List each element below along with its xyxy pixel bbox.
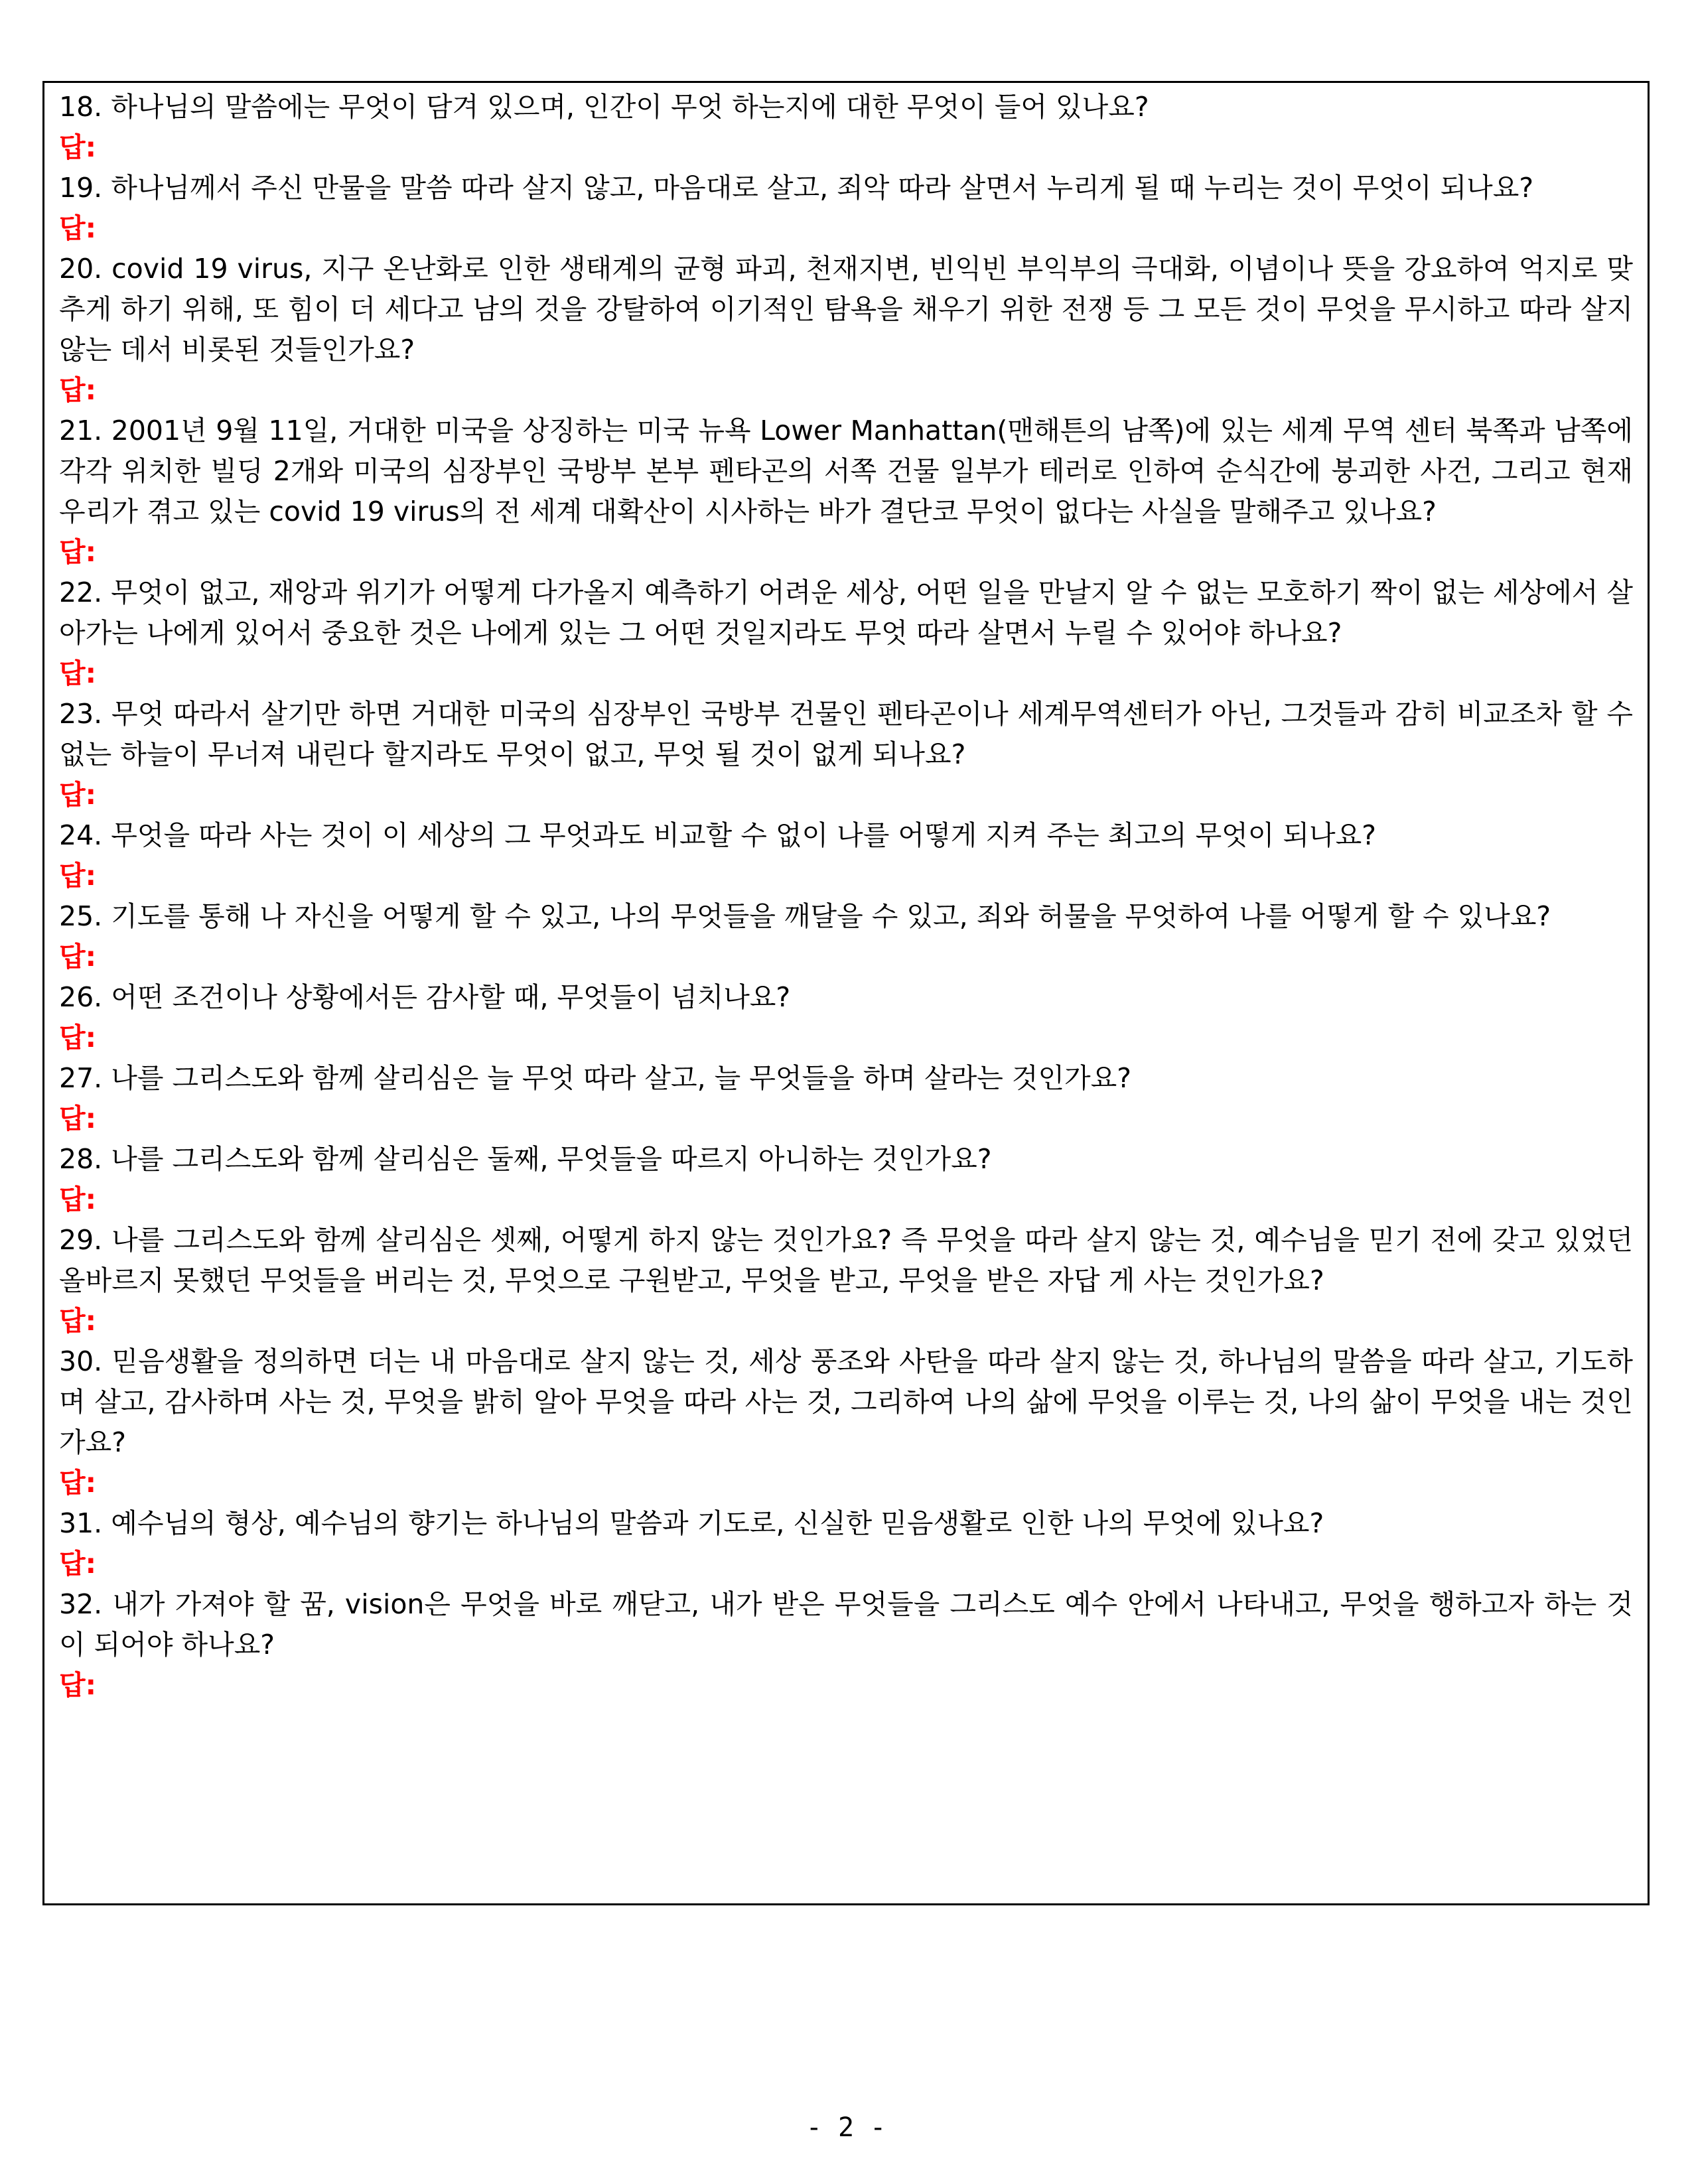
question-26: 26. 어떤 조건이나 상황에서든 감사할 때, 무엇들이 넘치나요?	[59, 981, 791, 1013]
question-27: 27. 나를 그리스도와 함께 살리심은 늘 무엇 따라 살고, 늘 무엇들을 하며 살라는 것인가요?	[59, 1062, 1132, 1094]
answer-label-24: 답:	[59, 860, 97, 892]
answer-label-21: 답:	[59, 536, 97, 568]
page-number: - 2 -	[806, 2112, 886, 2143]
answer-label-26: 답:	[59, 1022, 97, 1054]
question-22: 22. 무엇이 없고, 재앙과 위기가 어떻게 다가올지 예측하기 어려운 세상, 어떤 일을 만날지 알 수 없는 모호하기 짝이 없는 세상에서 살아가는 나에게 있어서 중요한 것은 나에게 있는 그 어떤 것일지라도 무엇 따라 살면서 누릴 수 있어야 하나요?	[59, 577, 1633, 649]
question-21: 21. 2001년 9월 11일, 거대한 미국을 상징하는 미국 뉴욕 Lower Manhattan(맨해튼의 남쪽)에 있는 세계 무역 센터 북쪽과 남쪽에 각각 위치한 빌딩 2개와 미국의 심장부인 국방부 본부 펜타곤의 서쪽 건물 일부가 테러로 인하여 순식간에 붕괴한 사건, 그리고 현재 우리가 겪고 있는 covid 19 virus의 전 세계 대확산이 시사하는 바가 결단코 무엇이 없다는 사실을 말해주고 있나요?	[59, 415, 1633, 527]
answer-label-27: 답:	[59, 1103, 97, 1134]
question-28: 28. 나를 그리스도와 함께 살리심은 둘째, 무엇들을 따르지 아니하는 것인가요?	[59, 1143, 992, 1175]
answer-label-32: 답:	[59, 1669, 97, 1701]
question-20: 20. covid 19 virus, 지구 온난화로 인한 생태계의 균형 파괴, 천재지변, 빈익빈 부익부의 극대화, 이념이나 뜻을 강요하여 억지로 맞추게 하기 위해, 또 힘이 더 세다고 남의 것을 강탈하여 이기적인 탐욕을 채우기 위한 전쟁 등 그 모든 것이 무엇을 무시하고 따라 살지 않는 데서 비롯된 것들인가요?	[59, 253, 1633, 366]
answer-label-18: 답:	[59, 131, 97, 163]
answer-label-19: 답:	[59, 212, 97, 244]
question-23: 23. 무엇 따라서 살기만 하면 거대한 미국의 심장부인 국방부 건물인 펜타곤이나 세계무역센터가 아닌, 그것들과 감히 비교조차 할 수 없는 하늘이 무너져 내린다 할지라도 무엇이 없고, 무엇 될 것이 없게 되나요?	[59, 698, 1633, 770]
answer-label-23: 답:	[59, 779, 97, 811]
question-list-box	[42, 81, 1650, 1905]
answer-label-20: 답:	[59, 374, 97, 406]
question-31: 31. 예수님의 형상, 예수님의 향기는 하나님의 말씀과 기도로, 신실한 믿음생활로 인한 나의 무엇에 있나요?	[59, 1507, 1324, 1539]
answer-label-22: 답:	[59, 657, 97, 689]
question-19: 19. 하나님께서 주신 만물을 말씀 따라 살지 않고, 마음대로 살고, 죄악 따라 살면서 누리게 될 때 누리는 것이 무엇이 되나요?	[59, 172, 1534, 204]
answer-label-25: 답:	[59, 941, 97, 973]
answer-label-29: 답:	[59, 1305, 97, 1337]
question-18: 18. 하나님의 말씀에는 무엇이 담겨 있으며, 인간이 무엇 하는지에 대한 무엇이 들어 있나요?	[59, 91, 1149, 123]
question-24: 24. 무엇을 따라 사는 것이 이 세상의 그 무엇과도 비교할 수 없이 나를 어떻게 지켜 주는 최고의 무엇이 되나요?	[59, 819, 1377, 851]
answer-label-30: 답:	[59, 1467, 97, 1499]
question-25: 25. 기도를 통해 나 자신을 어떻게 할 수 있고, 나의 무엇들을 깨달을 수 있고, 죄와 허물을 무엇하여 나를 어떻게 할 수 있나요?	[59, 900, 1551, 932]
question-29: 29. 나를 그리스도와 함께 살리심은 셋째, 어떻게 하지 않는 것인가요? 즉 무엇을 따라 살지 않는 것, 예수님을 믿기 전에 갖고 있었던 올바르지 못했던 무엇들을 버리는 것, 무엇으로 구원받고, 무엇을 받고, 무엇을 받은 자답 게 사는 것인가요?	[59, 1224, 1633, 1296]
question-30: 30. 믿음생활을 정의하면 더는 내 마음대로 살지 않는 것, 세상 풍조와 사탄을 따라 살지 않는 것, 하나님의 말씀을 따라 살고, 기도하며 살고, 감사하며 사는 것, 무엇을 밝히 알아 무엇을 따라 사는 것, 그리하여 나의 삶에 무엇을 이루는 것, 나의 삶이 무엇을 내는 것인가요?	[59, 1345, 1633, 1458]
answer-label-28: 답:	[59, 1184, 97, 1215]
question-32: 32. 내가 가져야 할 꿈, vision은 무엇을 바로 깨닫고, 내가 받은 무엇들을 그리스도 예수 안에서 나타내고, 무엇을 행하고자 하는 것이 되어야 하나요?	[59, 1588, 1633, 1661]
answer-label-31: 답:	[59, 1548, 97, 1580]
